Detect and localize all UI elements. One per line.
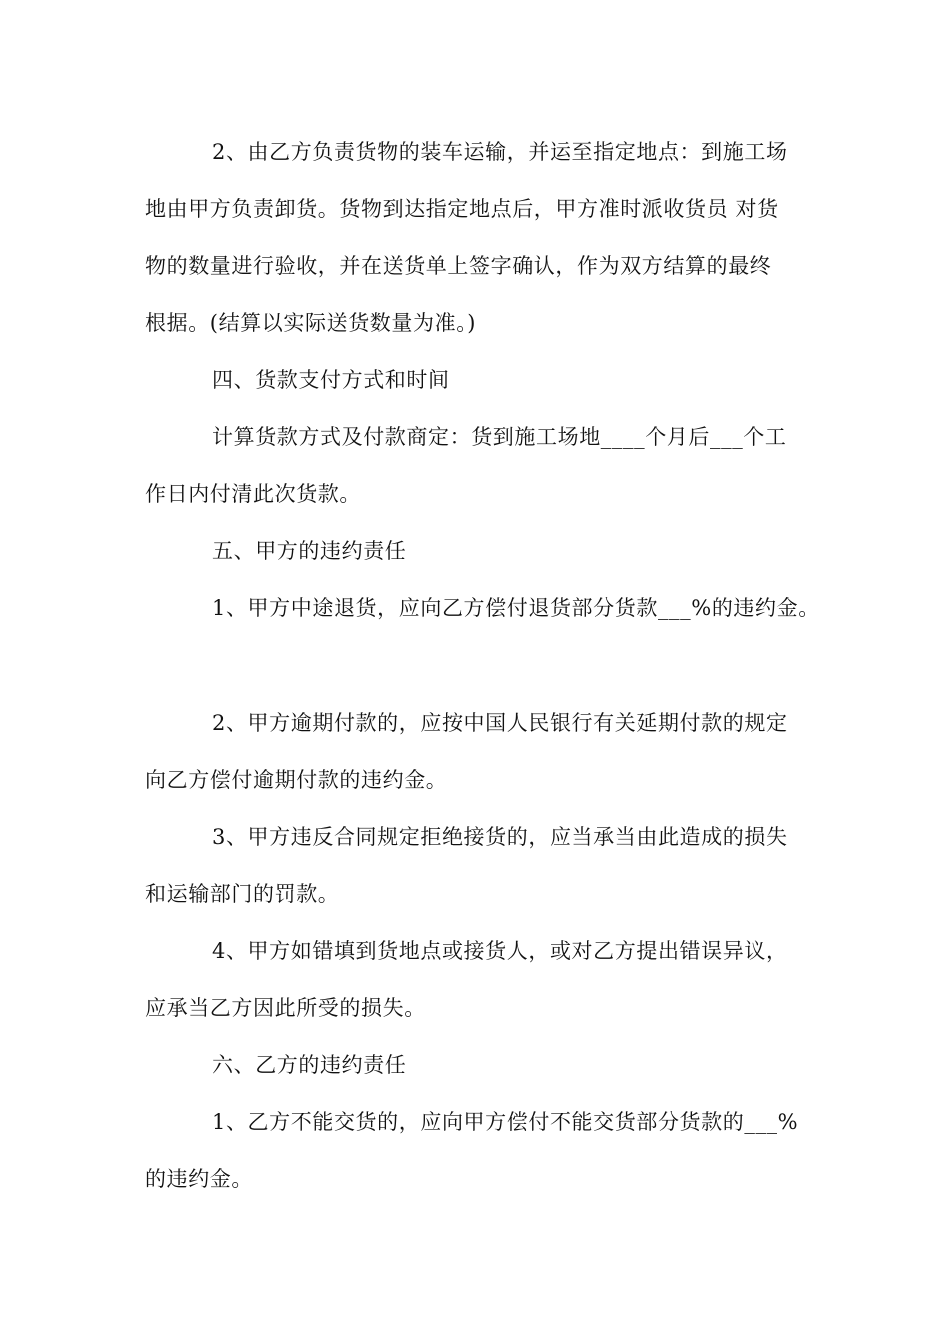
paragraph-line: 物的数量进行验收，并在送货单上签字确认，作为双方结算的最终 [145,254,772,278]
section-heading: 五、甲方的违约责任 [212,539,407,563]
paragraph-line: 向乙方偿付逾期付款的违约金。 [145,768,448,792]
paragraph-line: 的违约金。 [145,1167,253,1191]
paragraph-line: 3、甲方违反合同规定拒绝接货的，应当承当由此造成的损失 [212,825,788,849]
section-heading: 四、货款支付方式和时间 [212,368,450,392]
paragraph-line: 2、甲方逾期付款的，应按中国人民银行有关延期付款的规定 [212,711,788,735]
paragraph-line: 计算货款方式及付款商定：货到施工场地____个月后___个工 [212,425,787,449]
paragraph-line: 地由甲方负责卸货。货物到达指定地点后，甲方准时派收货员 对货 [145,197,779,221]
paragraph-line: 2、由乙方负责货物的装车运输，并运至指定地点：到施工场 [212,140,788,164]
paragraph-line: 和运输部门的罚款。 [145,882,340,906]
paragraph-line: 应承当乙方因此所受的损失。 [145,996,426,1020]
paragraph-line: 作日内付清此次货款。 [145,482,361,506]
paragraph-line: 根据。(结算以实际送货数量为准。) [145,311,477,335]
section-heading: 六、乙方的违约责任 [212,1053,407,1077]
paragraph-line: 4、甲方如错填到货地点或接货人，或对乙方提出错误异议， [212,939,788,963]
paragraph-line: 1、乙方不能交货的，应向甲方偿付不能交货部分货款的___% [212,1110,799,1134]
paragraph-line: 1、甲方中途退货，应向乙方偿付退货部分货款___%的违约金。 [212,596,820,620]
